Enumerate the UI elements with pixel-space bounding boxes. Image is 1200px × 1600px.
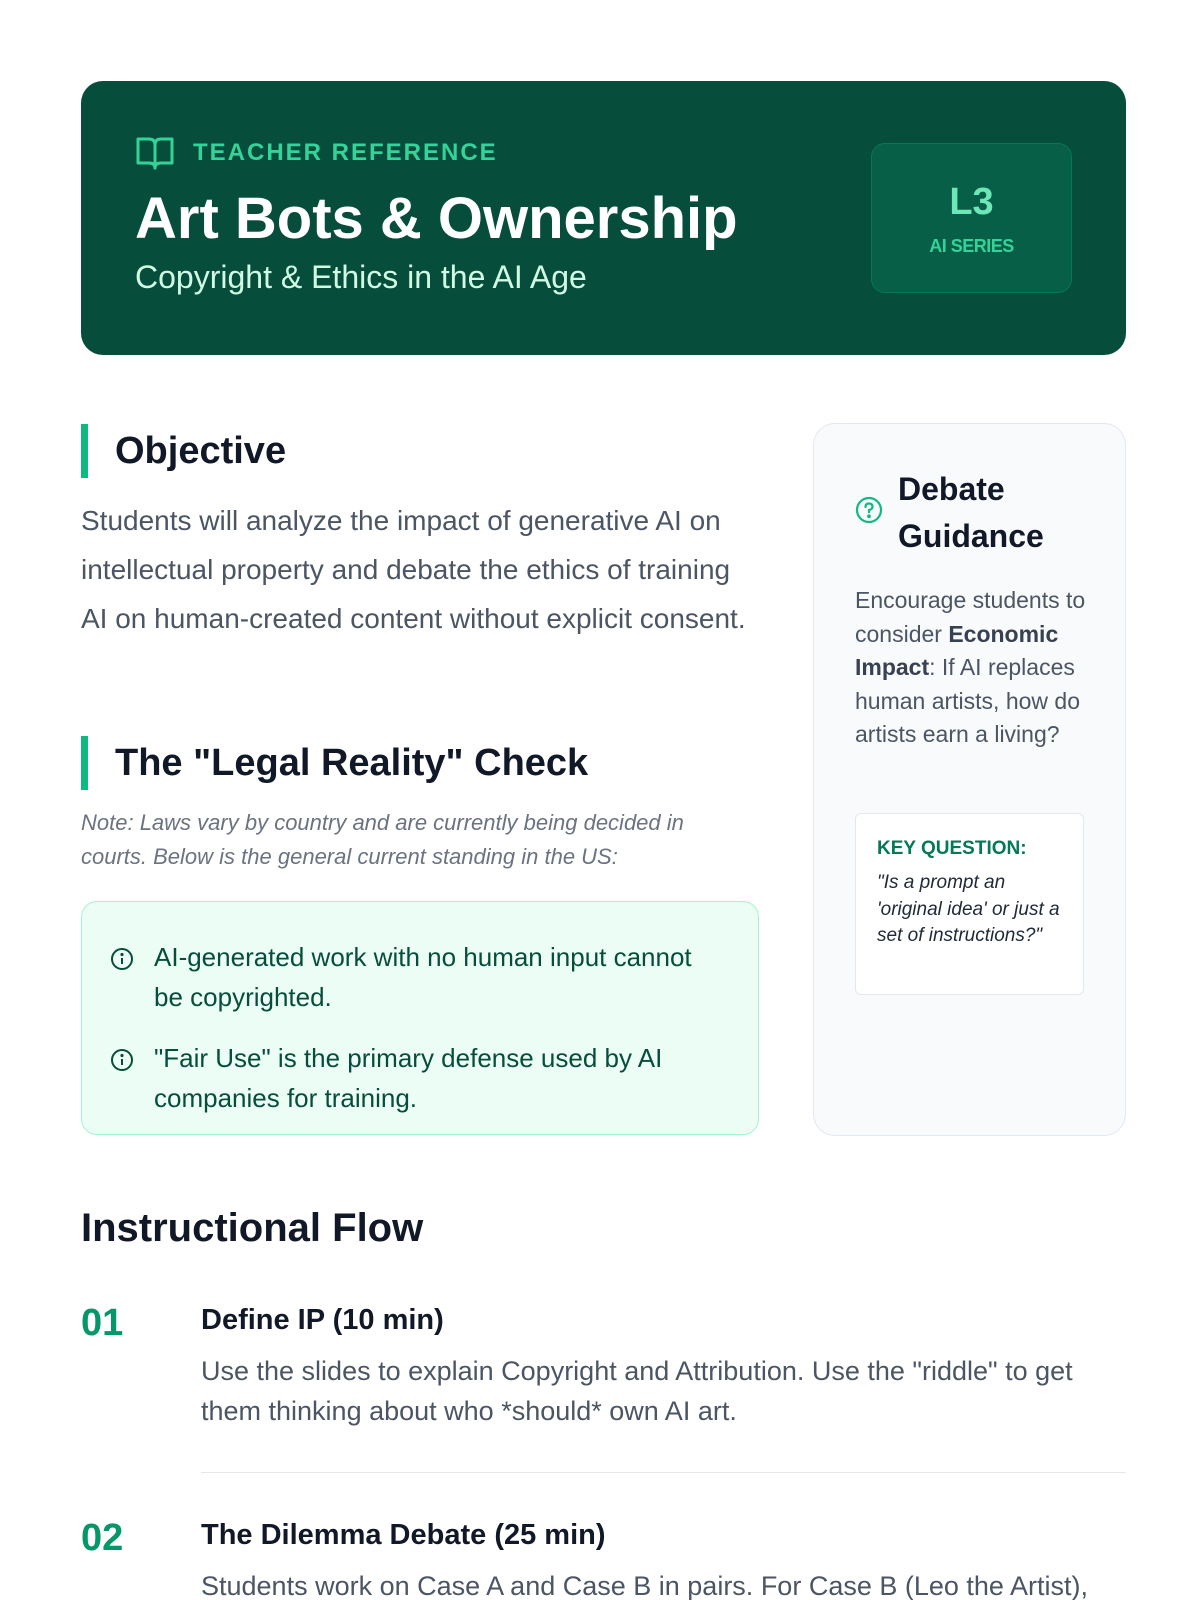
key-question-box [855,813,1084,995]
info-icon [110,947,134,971]
debate-guidance-card [813,423,1126,1136]
economic-impact-emphasis: Economic Impact [855,620,1059,680]
level-badge [871,143,1072,293]
page-title: Art Bots & Ownership [135,186,738,251]
sidebar-body: Encourage students to consider Economic Impact: If AI replaces human artists, how do artists earn a living? [855,587,1086,747]
header-banner [81,81,1126,355]
eyebrow [135,135,498,171]
fact-item [110,1038,722,1118]
eyebrow-label: TEACHER REFERENCE [193,139,498,166]
legal-note: Note: Laws vary by country and are currently being decided in courts. Below is the general current standing in the US: [81,810,684,869]
step-description: Students work on Case A and Case B in pairs. For Case B (Leo the Artist), [201,1571,1088,1600]
question-circle-icon [855,496,883,524]
page-subtitle: Copyright & Ethics in the AI Age [135,259,587,295]
instructional-flow-heading: Instructional Flow [81,1206,424,1250]
step-description: Use the slides to explain Copyright and Attribution. Use the "riddle" to get them thinking about who *should* own AI art. [201,1356,1073,1426]
fact-text: "Fair Use" is the primary defense used by AI companies for training. [154,1043,663,1113]
info-icon [110,1048,134,1072]
step-title: Define IP (10 min) [201,1304,444,1336]
level-series: AI SERIES [929,235,1014,256]
book-icon [135,135,175,171]
objective-text: Students will analyze the impact of generative AI on intellectual property and debate the ethics of training AI on human-created content without explicit consent. [81,505,746,634]
step-title: The Dilemma Debate (25 min) [201,1519,606,1551]
fact-item [110,937,722,1017]
legal-check-heading: The "Legal Reality" Check [81,736,588,790]
key-question-label: KEY QUESTION: [877,838,1027,859]
step-number: 01 [81,1302,124,1344]
sidebar-title: Debate Guidance [898,471,1044,554]
legal-facts-box [81,901,759,1135]
fact-text: AI-generated work with no human input cannot be copyrighted. [154,942,692,1012]
sidebar-header [855,466,1098,560]
step-divider [201,1472,1126,1473]
level-code: L3 [949,180,994,223]
step-number: 02 [81,1517,124,1559]
key-question-quote: "Is a prompt an 'original idea' or just a set of instructions?" [877,872,1060,946]
objective-heading: Objective [81,424,286,478]
